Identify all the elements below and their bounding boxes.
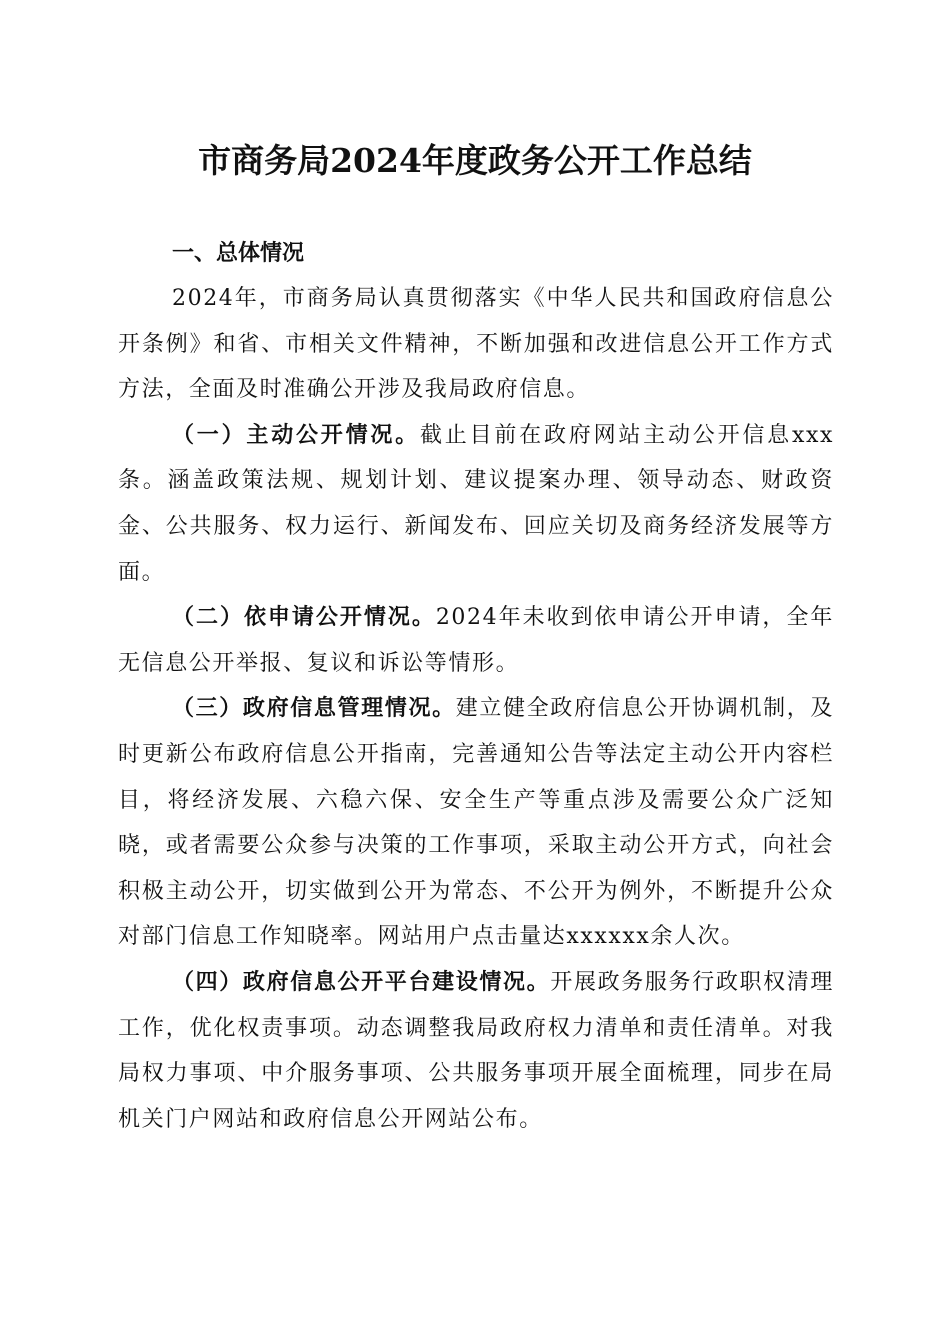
paragraph-body: 截止目前在政府网站主动公开信息xxx条。涵盖政策法规、规划计划、建议提案办理、领导动态、财政资金、公共服务、权力运行、新闻发布、回应关切及商务经济发展等方面。 bbox=[118, 422, 834, 585]
paragraph-lead: （三）政府信息管理情况。 bbox=[172, 696, 456, 722]
document-title: 市商务局2024年度政务公开工作总结 bbox=[198, 141, 752, 180]
paragraph-application-disclosure bbox=[118, 595, 834, 686]
document-body bbox=[118, 232, 834, 1142]
paragraph-lead: （四）政府信息公开平台建设情况。 bbox=[172, 969, 551, 995]
paragraph-platform-construction bbox=[118, 960, 834, 1142]
paragraph-lead: （一）主动公开情况。 bbox=[172, 422, 420, 448]
paragraph-lead: （二）依申请公开情况。 bbox=[172, 605, 436, 631]
paragraph-body: 建立健全政府信息公开协调机制，及时更新公布政府信息公开指南，完善通知公告等法定主动公开内容栏目，将经济发展、六稳六保、安全生产等重点涉及需要公众广泛知晓，或者需要公众参与决策的工作事项，采取主动公开方式，向社会积极主动公开，切实做到公开为常态、不公开为例外，不断提升公众对部门信息工作知晓率。网站用户点击量达xxxxxx余人次。 bbox=[118, 696, 834, 950]
intro-paragraph: 2024年，市商务局认真贯彻落实《中华人民共和国政府信息公开条例》和省、市相关文件精神，不断加强和改进信息公开工作方式方法，全面及时准确公开涉及我局政府信息。 bbox=[118, 286, 834, 403]
section-heading-overview: 一、总体情况 bbox=[172, 241, 305, 266]
paragraph-information-management bbox=[118, 686, 834, 960]
paragraph-proactive-disclosure bbox=[118, 413, 834, 595]
paragraph-body: 开展政务服务行政职权清理工作，优化权责事项。动态调整我局政府权力清单和责任清单。对我局权力事项、中介服务事项、公共服务事项开展全面梳理，同步在局机关门户网站和政府信息公开网站公布。 bbox=[118, 969, 834, 1132]
paragraph-body: 2024年未收到依申请公开申请，全年无信息公开举报、复议和诉讼等情形。 bbox=[118, 605, 834, 676]
